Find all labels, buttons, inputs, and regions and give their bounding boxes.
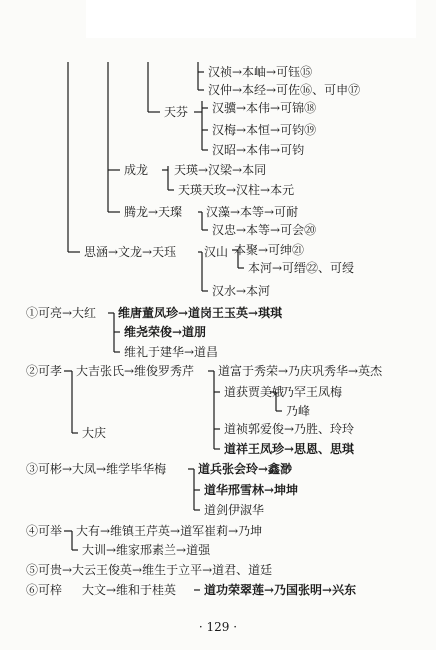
tree-node: ⑤可贵→大云王俊英→维生于立平→道君、道廷 — [26, 563, 273, 577]
tree-node: 大有→维镇王芹英→道军崔莉→乃坤 — [76, 524, 263, 538]
tree-node: 汉骥→本伟→可锦⑱ — [212, 101, 317, 115]
tree-node: ④可举 — [26, 524, 63, 538]
tree-node: 思涵→文龙→天珏 — [84, 245, 177, 259]
tree-node: ⑥可梓 — [26, 583, 63, 597]
tree-node: 维礼于建华→道昌 — [124, 345, 219, 359]
tree-node: 道祯郭爱俊→乃胜、玲玲 — [224, 422, 355, 436]
tree-node: 道功荣翠莲→乃国张明→兴东 — [204, 583, 357, 597]
tree-node: 汉祯→本岫→可钰⑮ — [208, 65, 313, 79]
tree-node: 维唐董凤珍→道岗王玉英→琪琪 — [118, 306, 283, 320]
tree-node: 汉忠→本等→可会⑳ — [212, 223, 317, 237]
tree-node: 汉梅→本恒→可钧⑲ — [212, 123, 317, 137]
tree-node: 乃罕王凤梅 — [282, 385, 343, 399]
tree-node: 天瑛天玫→汉柱→本元 — [178, 183, 295, 197]
tree-node: 天瑛→汉梁→本同 — [174, 163, 267, 177]
tree-node: 道祥王凤珍→思恩、思琪 — [224, 442, 355, 456]
tree-node: 大吉张氏→维俊罗秀芹 — [76, 364, 195, 378]
tree-node: 汉山 — [204, 245, 229, 259]
tree-node: 大文→维和于桂英 — [82, 583, 177, 597]
tree-node: 本河→可缙㉒、可绶 — [248, 261, 355, 275]
tree-node: 维尧荣俊→道朋 — [124, 325, 207, 339]
tree-node: 汉仲→本经→可佐⑯、可申⑰ — [208, 83, 361, 97]
tree-node: 本聚→可绅㉑ — [234, 243, 305, 257]
tree-node: 汉藻→本等→可耐 — [206, 205, 299, 219]
tree-node: 道获贾美娥 — [224, 385, 285, 399]
tree-node: 汉昭→本伟→可钧 — [212, 143, 305, 157]
tree-node: 成龙 — [124, 163, 149, 177]
tree-node: 道华邢雪林→坤坤 — [204, 483, 299, 497]
tree-node: 道富于秀荣→乃庆巩秀华→英杰 — [218, 364, 383, 378]
tree-node: 大庆 — [82, 426, 107, 440]
tree-node: 天芬 — [164, 105, 189, 119]
tree-node: 大训→维家邢素兰→道强 — [82, 543, 211, 557]
tree-node: 道兵张会玲→鑫渺 — [198, 462, 293, 476]
page-number: · 129 · — [198, 620, 238, 634]
tree-node: 汉水→本河 — [212, 284, 271, 298]
tree-node: ③可彬→大凤→维学毕华梅 — [26, 462, 167, 476]
tree-node: ②可孝 — [26, 364, 63, 378]
tree-node: ①可亮→大红 — [26, 306, 97, 320]
tree-node: 乃峰 — [286, 404, 311, 418]
tree-node: 腾龙→天璨 — [124, 205, 183, 219]
tree-node: 道剑伊淑华 — [204, 503, 265, 517]
